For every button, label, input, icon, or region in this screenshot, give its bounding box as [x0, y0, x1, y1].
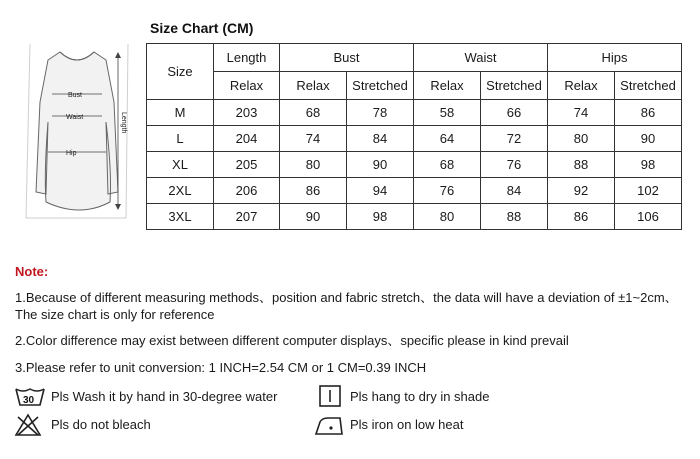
hand-wash-icon — [14, 385, 46, 409]
header-waist: Waist — [414, 44, 548, 72]
note-line-2: 2.Color difference may exist between different computer displays、specific please in kind prevail — [15, 333, 569, 348]
table-cell: 68 — [280, 100, 347, 126]
table-cell: 86 — [548, 204, 615, 230]
note-line-3: 3.Please refer to unit conversion: 1 INCH=2.54 CM or 1 CM=0.39 INCH — [15, 360, 427, 375]
table-row — [147, 204, 682, 230]
table-cell: 68 — [414, 152, 481, 178]
dress-illustration — [22, 42, 132, 220]
subheader-cell: Stretched — [615, 72, 682, 100]
waist-label: Waist — [66, 114, 84, 121]
table-cell: 205 — [214, 152, 280, 178]
table-cell: 84 — [481, 178, 548, 204]
table-cell: 98 — [347, 204, 414, 230]
table-cell: 80 — [414, 204, 481, 230]
care-hang: Pls hang to dry in shade — [350, 389, 490, 404]
table-row — [147, 178, 682, 204]
table-cell: 88 — [548, 152, 615, 178]
table-cell: 74 — [280, 126, 347, 152]
size-table — [146, 43, 682, 230]
header-hips: Hips — [548, 44, 682, 72]
table-cell: 58 — [414, 100, 481, 126]
header-size: Size — [147, 44, 214, 100]
iron-low-heat-icon — [314, 414, 344, 436]
subheader-cell: Relax — [548, 72, 615, 100]
table-cell: 86 — [280, 178, 347, 204]
table-cell: 94 — [347, 178, 414, 204]
table-row — [147, 100, 682, 126]
table-cell: 2XL — [147, 178, 214, 204]
table-cell: 74 — [548, 100, 615, 126]
no-bleach-icon — [14, 413, 42, 437]
table-cell: 72 — [481, 126, 548, 152]
wash-temp-label: 30 — [23, 395, 35, 406]
table-cell: XL — [147, 152, 214, 178]
table-cell: 90 — [347, 152, 414, 178]
table-cell: 76 — [481, 152, 548, 178]
care-iron: Pls iron on low heat — [350, 417, 464, 432]
chart-title: Size Chart (CM) — [150, 20, 254, 36]
subheader-cell: Relax — [414, 72, 481, 100]
table-cell: 90 — [615, 126, 682, 152]
table-cell: L — [147, 126, 214, 152]
table-cell: 76 — [414, 178, 481, 204]
table-cell: 203 — [214, 100, 280, 126]
hang-dry-icon — [318, 384, 342, 408]
note-line-1: 1.Because of different measuring methods、position and fabric stretch、the data will have a deviation of ±1~2cm、 — [15, 290, 678, 305]
table-cell: 88 — [481, 204, 548, 230]
subheader-cell: Relax — [214, 72, 280, 100]
table-cell: 92 — [548, 178, 615, 204]
table-cell: 102 — [615, 178, 682, 204]
care-wash: Pls Wash it by hand in 30-degree water — [51, 389, 278, 404]
table-cell: 98 — [615, 152, 682, 178]
table-cell: 80 — [280, 152, 347, 178]
table-cell: 90 — [280, 204, 347, 230]
table-cell: 78 — [347, 100, 414, 126]
table-cell: 64 — [414, 126, 481, 152]
table-cell: 3XL — [147, 204, 214, 230]
table-header-row — [147, 44, 682, 72]
subheader-cell: Relax — [280, 72, 347, 100]
table-cell: 80 — [548, 126, 615, 152]
table-cell: 66 — [481, 100, 548, 126]
subheader-cell: Stretched — [481, 72, 548, 100]
table-row — [147, 126, 682, 152]
table-subheader-row — [147, 72, 682, 100]
table-cell: 206 — [214, 178, 280, 204]
care-bleach: Pls do not bleach — [51, 417, 151, 432]
hip-label: Hip — [66, 150, 77, 157]
table-cell: 106 — [615, 204, 682, 230]
bust-label: Bust — [68, 92, 83, 99]
note-title: Note: — [15, 264, 49, 279]
table-cell: 86 — [615, 100, 682, 126]
table-row — [147, 152, 682, 178]
table-cell: 84 — [347, 126, 414, 152]
note-line-1b: The size chart is only for reference — [15, 307, 215, 322]
subheader-cell: Stretched — [347, 72, 414, 100]
header-bust: Bust — [280, 44, 414, 72]
table-cell: 204 — [214, 126, 280, 152]
length-label: Length — [120, 112, 127, 134]
table-cell: M — [147, 100, 214, 126]
table-cell: 207 — [214, 204, 280, 230]
header-length: Length — [214, 44, 280, 72]
